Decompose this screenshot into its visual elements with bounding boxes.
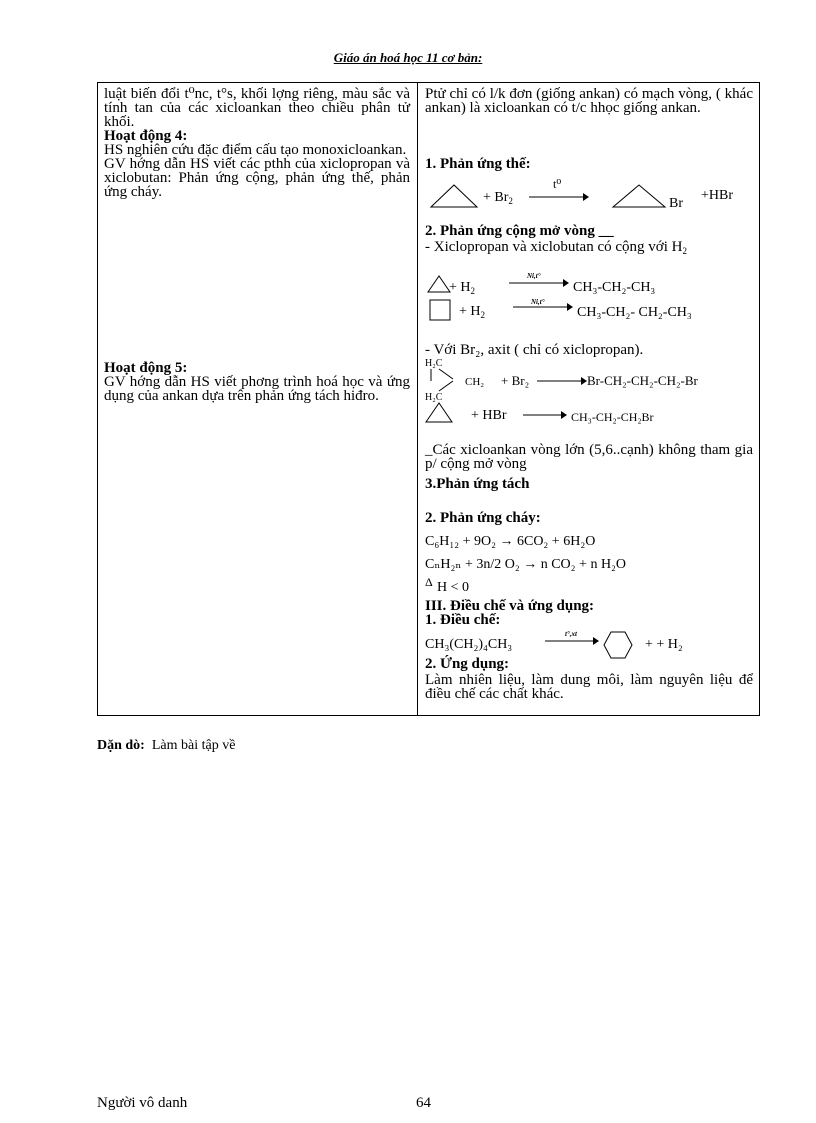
combustion-equation-1: C₆H₁₂ + 9O₂ → 6CO₂ + 6H₂O [425,534,596,549]
cyclopropane-icon [429,183,479,209]
hbr-equation: + HBr CH₃-CH₂-CH₂Br [425,401,753,425]
addition-row-cyclopropane: + $H_2$ Ni,t° CH₃-CH₂-CH₃ [425,275,753,297]
reaction-arrow-icon [545,637,599,645]
page-number: 64 [416,1095,431,1111]
activity-5-text: GV hớng dẫn HS viết phơng trình hoá học và ứng dụng của ankan dựa trên phản ứng tách hiđro. [104,374,410,404]
activity-4-title: Hoạt động 4: [104,128,188,144]
activity-4-text-2: GV hớng dẫn HS viết các pthh của xiclopropan và xiclobutan: Phản ứng cộng, phản ứng thế, phản ứng cháy. [104,156,410,200]
reaction-arrow-icon [513,303,573,311]
homework-note: Dặn dò: Làm bài tập về [97,738,236,753]
application-text: Làm nhiên liệu, làm dung môi, làm nguyên liệu để điều chế các chất khác. [425,672,753,702]
substitution-title: 1. Phản ứng thế: [425,156,531,172]
cyclopropane-icon [425,401,453,423]
enthalpy: Δ H < 0 [425,575,470,595]
cyclohexane-icon [603,631,633,659]
bromine-note: - Với Br₂, axit ( chỉ có xiclopropan). [425,342,644,358]
lesson-table [97,82,760,716]
synthesis-title: III. Điều chế và ứng dụng: [425,598,595,614]
right-intro: Ptử chỉ có l/k đơn (giống ankan) có mạch vòng, ( khác ankan) là xicloankan có t/c hhọc giống ankan. [425,86,753,116]
teacher-column [104,86,410,404]
footer-author: Người vô danh [97,1095,188,1111]
heat-condition: t⁰ [553,177,562,191]
reaction-arrow-icon [529,193,589,201]
cyclopropane-skeleton [429,367,457,393]
combustion-equation-2: CₙH₂ₙ + 3n/2 O₂ → n CO₂ + n H₂O [425,557,627,572]
substitution-equation: + $Br_2$ t⁰ Br +HBr [425,179,753,219]
application-title: 2. Ứng dụng: [425,656,510,672]
cyclobutane-icon [429,299,451,321]
elimination-title: 3.Phản ứng tách [425,476,530,492]
preparation-equation: CH₃(CH₂)₄CH₃ t°,xt + + H₂ [425,631,753,657]
bromine-equation: H₂C CH₂ + Br₂ Br-CH₂-CH₂-CH₂-Br H₂C [425,358,698,403]
column-divider [417,83,418,715]
preparation-title: 1. Điều chế: [425,612,501,628]
reaction-arrow-icon [523,411,567,419]
activity-5-title: Hoạt động 5: [104,360,188,376]
combustion-title: 2. Phản ứng cháy: [425,510,541,526]
cyclopropane-icon [611,183,667,209]
addition-title: 2. Phản ứng cộng mở vòng __ [425,223,614,239]
addition-row-cyclobutane: + $H_2$ Ni,t° CH₃-CH₂- CH₂-CH₃ [425,299,753,323]
addition-note: - Xiclopropan và xiclobutan có cộng với $H_2$ [425,239,687,256]
cyclopropane-icon [427,275,451,293]
reaction-arrow-icon [509,279,569,287]
left-intro: luật biến đổi t⁰nc, t°s, khối lợng riêng, màu sắc và tính tan của các xicloankan theo chiều phân tử khối. [104,86,410,130]
page-header: Giáo án hoá học 11 cơ bản: [333,50,483,65]
activity-4-text-1: HS nghiên cứu đặc điểm cấu tạo monoxicloankan. [104,142,407,158]
large-ring-note: _Các xicloankan vòng lớn (5,6..cạnh) không tham gia p/ cộng mở vòng [425,442,753,472]
reaction-arrow-icon [537,377,587,385]
